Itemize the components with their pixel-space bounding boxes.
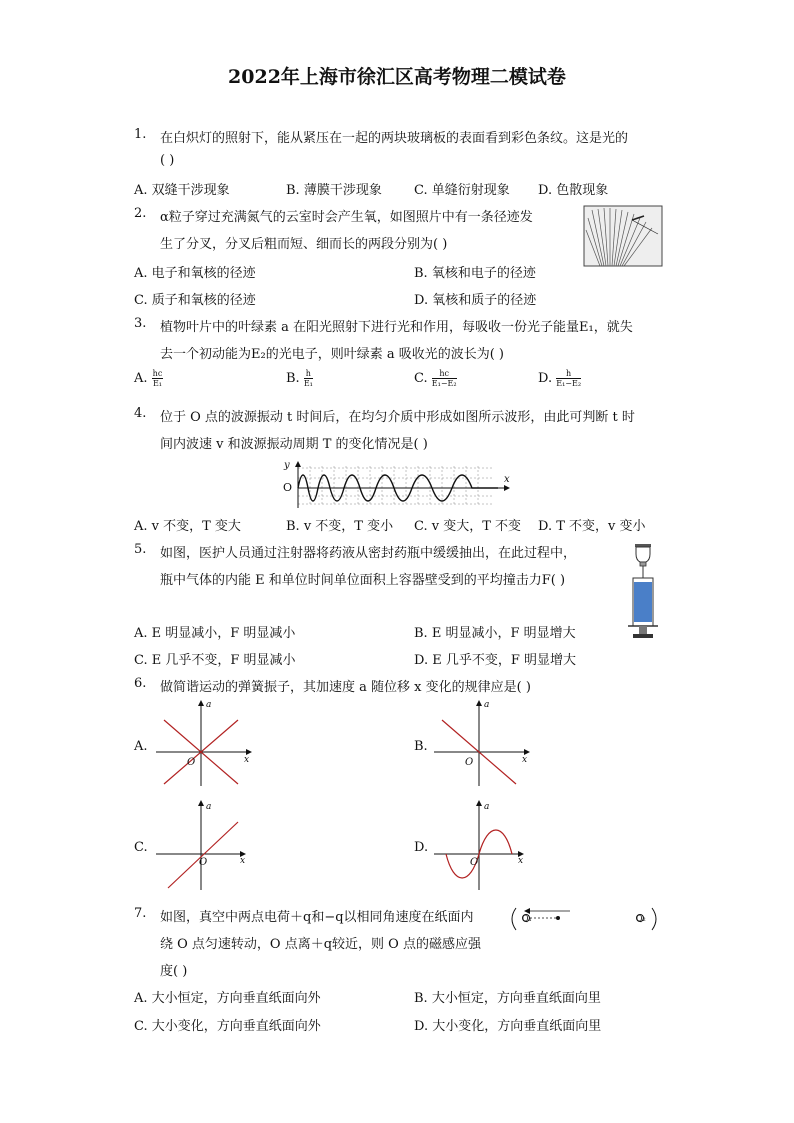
q5-option-d[interactable]: D. E 几乎不变，F 明显增大 (414, 653, 576, 668)
q1-number: 1. (134, 127, 147, 142)
q3-option-b-fraction: $\frac{h}{\text{E₁}}$ (303, 369, 313, 388)
q3-option-b[interactable] (286, 369, 313, 388)
q4-option-a[interactable]: A. v 不变，T 变大 (134, 519, 241, 534)
q6-graph-a (156, 700, 256, 786)
q7-charge1-label: Q₁ (522, 914, 532, 923)
q2-option-b[interactable]: B. 氧核和电子的径迹 (414, 266, 536, 281)
q3-option-d[interactable] (538, 369, 581, 388)
q4-origin-label: O (283, 481, 293, 494)
q2-stem-line2: 生了分叉，分叉后粗而短、细而长的两段分别为( ) (160, 237, 448, 252)
q4-axis-x-label: x (504, 474, 510, 485)
q5-stem-line2: 瓶中气体的内能 E 和单位时间单位面积上容器壁受到的平均撞击力F( ) (160, 573, 566, 588)
q2-number: 2. (134, 206, 147, 221)
q3-option-d-label: D. (538, 371, 553, 386)
q6-graph-c-axis-x: x (240, 856, 246, 866)
q4-option-b[interactable]: B. v 不变，T 变小 (286, 519, 394, 534)
wave-figure (282, 460, 514, 508)
q6-graph-c (156, 800, 256, 890)
q6-graph-d-axis-a: a (484, 802, 490, 812)
q3-option-a-label: A. (134, 371, 148, 386)
q4-stem-line1: 位于 O 点的波源振动 t 时间后，在均匀介质中形成如图所示波形，由此可判断 t 时 (160, 410, 635, 425)
q4-number: 4. (134, 406, 147, 421)
q1-option-d[interactable]: D. 色散现象 (538, 183, 609, 198)
q6-number: 6. (134, 676, 147, 691)
q2-option-a[interactable]: A. 电子和氧核的径迹 (134, 266, 256, 281)
q7-charge2-label: Q₂ (636, 914, 646, 923)
q6-option-d[interactable]: D. (414, 840, 429, 855)
q7-option-c[interactable]: C. 大小变化，方向垂直纸面向外 (134, 1019, 321, 1034)
q6-graph-a-axis-a: a (206, 700, 212, 710)
q6-graph-c-origin: O (199, 857, 208, 868)
q7-option-b[interactable]: B. 大小恒定，方向垂直纸面向里 (414, 991, 601, 1006)
q4-axis-y-label: y (284, 460, 290, 471)
q3-option-d-fraction: $\frac{h}{\text{E₁−E₂}}$ (556, 369, 582, 388)
q3-number: 3. (134, 316, 147, 331)
q5-stem-line1: 如图，医护人员通过注射器将药液从密封药瓶中缓缓抽出，在此过程中， (160, 546, 577, 561)
q7-option-a[interactable]: A. 大小恒定，方向垂直纸面向外 (134, 991, 321, 1006)
q6-stem-line1: 做简谐运动的弹簧振子，其加速度 a 随位移 x 变化的规律应是( ) (160, 680, 531, 695)
q1-option-c[interactable]: C. 单缝衍射现象 (414, 183, 510, 198)
q7-option-d[interactable]: D. 大小变化，方向垂直纸面向里 (414, 1019, 602, 1034)
q5-option-c[interactable]: C. E 几乎不变，F 明显减小 (134, 653, 296, 668)
cloud-chamber-photo (584, 206, 662, 266)
q3-option-c-fraction: $\frac{hc}{\text{E₁−E₂}}$ (431, 369, 457, 388)
q7-stem-line2: 绕 O 点匀速转动，O 点离＋q较近，则 O 点的磁感应强 (160, 937, 481, 952)
page-title: 2022年上海市徐汇区高考物理二模试卷 (228, 66, 566, 88)
q5-option-b[interactable]: B. E 明显减小，F 明显增大 (414, 626, 576, 641)
q6-graph-a-origin: O (187, 757, 196, 768)
q4-option-d[interactable]: D. T 不变，v 变小 (538, 519, 646, 534)
q3-option-b-label: B. (286, 371, 300, 386)
q7-number: 7. (134, 906, 147, 921)
q3-option-c[interactable] (414, 369, 457, 388)
q3-option-a[interactable] (134, 369, 163, 388)
q4-option-c[interactable]: C. v 变大，T 不变 (414, 519, 522, 534)
q7-stem-line1: 如图，真空中两点电荷＋q和−q以相同角速度在纸面内 (160, 910, 474, 925)
q6-option-b[interactable]: B. (414, 739, 428, 754)
q2-option-c[interactable]: C. 质子和氧核的径迹 (134, 293, 256, 308)
q3-stem-line2: 去一个初动能为E₂的光电子，则叶绿素 a 吸收光的波长为( ) (160, 347, 504, 362)
q6-graph-b-origin: O (465, 757, 474, 768)
q2-option-d[interactable]: D. 氧核和质子的径迹 (414, 293, 537, 308)
q6-graph-a-axis-x: x (244, 755, 250, 765)
q5-number: 5. (134, 542, 147, 557)
q5-option-a[interactable]: A. E 明显减小，F 明显减小 (134, 626, 296, 641)
q6-graph-b-axis-a: a (484, 700, 490, 710)
q1-option-a[interactable]: A. 双缝干涉现象 (134, 183, 230, 198)
q1-stem-line1: 在白炽灯的照射下，能从紧压在一起的两块玻璃板的表面看到彩色条纹。这是光的 (160, 131, 629, 146)
q1-option-b[interactable]: B. 薄膜干涉现象 (286, 183, 382, 198)
q3-option-a-fraction: $\frac{hc}{\text{E₁}}$ (152, 369, 163, 388)
q7-stem-line3: 度( ) (160, 964, 188, 979)
q3-option-c-label: C. (414, 371, 428, 386)
q6-option-c[interactable]: C. (134, 840, 148, 855)
q3-stem-line1: 植物叶片中的叶绿素 a 在阳光照射下进行光和作用，每吸收一份光子能量E₁，就失 (160, 320, 633, 335)
q6-graph-d (434, 800, 534, 890)
q6-graph-d-origin: O (470, 857, 479, 868)
q2-stem-line1: α粒子穿过充满氮气的云室时会产生氧，如图照片中有一条径迹发 (160, 210, 533, 225)
q6-graph-d-axis-x: x (518, 856, 524, 866)
q6-graph-b (434, 700, 534, 786)
q4-stem-line2: 间内波速 v 和波源振动周期 T 的变化情况是( ) (160, 437, 428, 452)
q6-option-a[interactable]: A. (134, 739, 148, 754)
q6-graph-c-axis-a: a (206, 802, 212, 812)
syringe-figure (628, 544, 658, 640)
q1-stem-line2: ( ) (160, 153, 175, 168)
q6-graph-b-axis-x: x (522, 755, 528, 765)
